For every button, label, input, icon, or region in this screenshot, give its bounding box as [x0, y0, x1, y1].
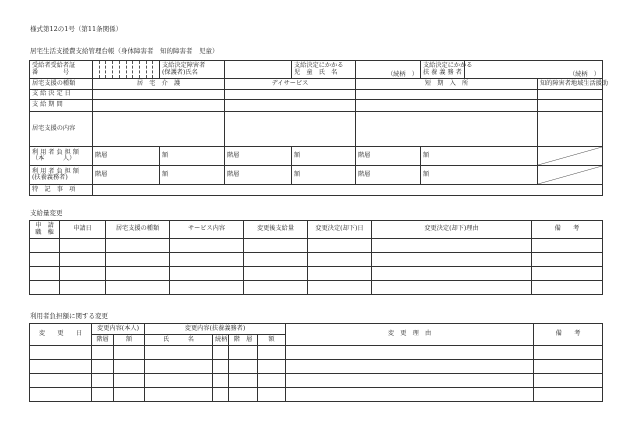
- change-row[interactable]: [30, 239, 603, 253]
- burden-header-reason: 変 更 理 由: [286, 324, 534, 346]
- burden-change-row[interactable]: [30, 388, 603, 402]
- change-table: [29, 220, 603, 295]
- notes-label: 特 記 事 項: [30, 185, 93, 196]
- content-community[interactable]: [538, 112, 603, 147]
- content-home-care[interactable]: [93, 112, 225, 147]
- burden-change-row[interactable]: [30, 346, 603, 360]
- change-header-new-amount: 変更後支給量: [244, 221, 308, 239]
- burden-change-table: [29, 323, 603, 402]
- recipient-id-field[interactable]: [93, 61, 160, 79]
- burden-header-self-group: 変更内容(本人): [92, 324, 145, 335]
- change-header-apply-type: 申 請 職 権: [30, 221, 60, 239]
- header-short-stay: 短 期 入 所: [356, 79, 538, 90]
- form-number: 様式第12の1号（第11条関係）: [30, 25, 123, 33]
- guardian-name-field[interactable]: （続柄 ）: [465, 61, 603, 79]
- burden-header-self-tier: 階層: [92, 335, 114, 346]
- burden-header-guardian-name: 氏 名: [145, 335, 213, 346]
- day-service-tier-guardian[interactable]: 階層: [225, 166, 292, 185]
- child-name-field[interactable]: （続柄 ）: [356, 61, 421, 79]
- disabled-person-name-field[interactable]: [225, 61, 292, 79]
- burden-header-guardian-amount: 額: [258, 335, 286, 346]
- burden-header-guardian-tier: 階 層: [229, 335, 258, 346]
- decision-date-label: 支 給 決 定 日: [30, 90, 93, 100]
- form-title: 居宅生活支援費支給管理台帳（身体障害者 知的障害者 児童）: [30, 47, 219, 55]
- home-care-amount-guardian[interactable]: 額: [160, 166, 225, 185]
- burden-header-guardian-group: 変更内容(扶養義務者): [145, 324, 286, 335]
- day-service-amount-self[interactable]: 額: [292, 147, 356, 166]
- decision-date-day-service[interactable]: [225, 90, 356, 100]
- home-care-tier-guardian[interactable]: 階層: [93, 166, 160, 185]
- home-care-tier-self[interactable]: 階層: [93, 147, 160, 166]
- decision-date-community[interactable]: [538, 90, 603, 100]
- home-care-amount-self[interactable]: 額: [160, 147, 225, 166]
- notes-field[interactable]: [93, 185, 603, 196]
- service-content-label: 居宅支援の内容: [30, 112, 93, 147]
- management-table: [29, 60, 609, 196]
- burden-header-remarks: 備 考: [534, 324, 603, 346]
- burden-change-row[interactable]: [30, 374, 603, 388]
- header-home-care: 居 宅 介 護: [93, 79, 225, 90]
- burden-change-row[interactable]: [30, 360, 603, 374]
- change-header-apply-date: 申請日: [60, 221, 106, 239]
- burden-self-label: 利 用 者 負 担 額 （本 人）: [30, 147, 93, 166]
- change-row[interactable]: [30, 267, 603, 281]
- change-header-decision-reason: 変更決定(却下)理由: [372, 221, 532, 239]
- change-header-service-type: 居宅支援の種類: [106, 221, 170, 239]
- period-label: 支 給 期 間: [30, 100, 93, 112]
- change-header-decision-date: 変更決定(却下)日: [308, 221, 372, 239]
- header-community-living: 知的障害者地域生活援助: [538, 79, 603, 90]
- community-burden-self-crossed: [538, 147, 603, 166]
- burden-header-guardian-relation: 続柄: [213, 335, 229, 346]
- short-stay-amount-self[interactable]: 額: [421, 147, 538, 166]
- changes-heading: 支給量変更: [30, 209, 63, 217]
- day-service-tier-self[interactable]: 階層: [225, 147, 292, 166]
- short-stay-tier-self[interactable]: 階層: [356, 147, 421, 166]
- guardian-label: 支給決定にかかる 扶 養 義 務 者: [421, 61, 465, 79]
- change-header-remarks: 備 考: [532, 221, 603, 239]
- header-day-service: デイサービス: [225, 79, 356, 90]
- short-stay-amount-guardian[interactable]: 額: [421, 166, 538, 185]
- burden-header-date: 変 更 日: [30, 324, 92, 346]
- recipient-id-label: 受給者受給者証 番 号: [30, 61, 93, 79]
- content-short-stay[interactable]: [356, 112, 538, 147]
- period-short-stay[interactable]: [356, 100, 538, 112]
- change-header-service-content: サービス内容: [170, 221, 244, 239]
- day-service-amount-guardian[interactable]: 額: [292, 166, 356, 185]
- change-row[interactable]: [30, 253, 603, 267]
- period-community[interactable]: [538, 100, 603, 112]
- period-home-care[interactable]: [93, 100, 225, 112]
- decision-date-short-stay[interactable]: [356, 90, 538, 100]
- change-row[interactable]: [30, 281, 603, 295]
- decision-date-home-care[interactable]: [93, 90, 225, 100]
- content-day-service[interactable]: [225, 112, 356, 147]
- period-day-service[interactable]: [225, 100, 356, 112]
- short-stay-tier-guardian[interactable]: 階層: [356, 166, 421, 185]
- disabled-person-label: 支給決定障害者 (保護者)氏名: [160, 61, 225, 79]
- burden-changes-heading: 利用者負担額に関する変更: [30, 312, 108, 320]
- service-type-label: 居宅支援の種類: [30, 79, 93, 90]
- burden-header-self-amount: 額: [114, 335, 145, 346]
- burden-guardian-label: 利 用 者 負 担 額 (扶養義務者): [30, 166, 93, 185]
- child-name-label: 支給決定にかかる 児 童 氏 名: [292, 61, 356, 79]
- community-burden-guardian-crossed: [538, 166, 603, 185]
